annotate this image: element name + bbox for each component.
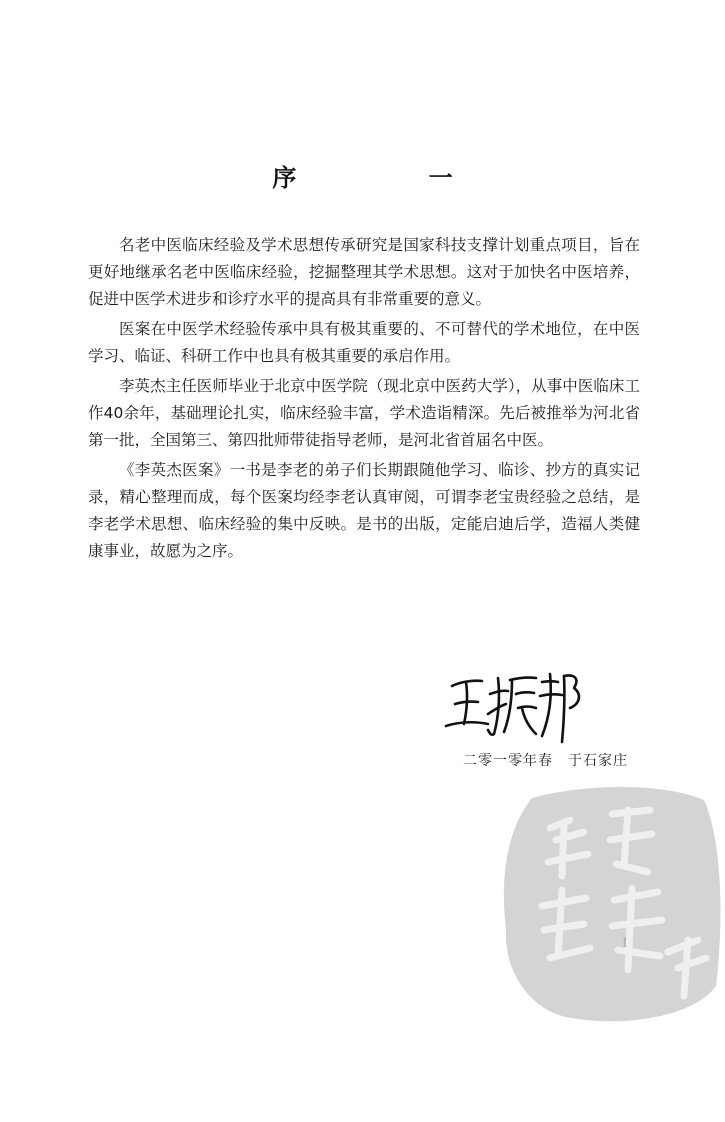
paragraph-4: 《李英杰医案》一书是李老的弟子们长期跟随他学习、临诊、抄方的真实记录，精心整理而成，每个医案均经李老认真审阅，可谓李老宝贵经验之总结，是李老学术思想、临床经验的集中反映。是书的出版，定能启迪后学，造福人类健康事业，故愿为之序。 (88, 461, 640, 560)
paragraph-2: 医案在中医学术经验传承中具有极其重要的、不可替代的学术地位，在中医学习、临证、科研工作中也具有极其重要的承启作用。 (88, 320, 640, 365)
preface-title: 序 一 (272, 164, 515, 192)
seal-watermark (492, 780, 725, 1030)
paragraph-1: 名老中医临床经验及学术思想传承研究是国家科技支撑计划重点项目，旨在更好地继承名老中医临床经验，挖掘整理其学术思想。这对于加快名中医培养，促进中医学术进步和诊疗水平的提高具有非常重要的意义。 (88, 236, 640, 308)
preface-body (88, 232, 640, 568)
handwritten-signature (438, 664, 588, 744)
paragraph-3: 李英杰主任医师毕业于北京中医学院（现北京中医药大学），从事中医临床工作40余年，基础理论扎实，临床经验丰富，学术造诣精深。先后被推举为河北省第一批，全国第三、第四批师带徒指导老师，是河北省首届名中医。 (88, 377, 640, 449)
date-location: 二零一零年春 于石家庄 (463, 753, 628, 769)
